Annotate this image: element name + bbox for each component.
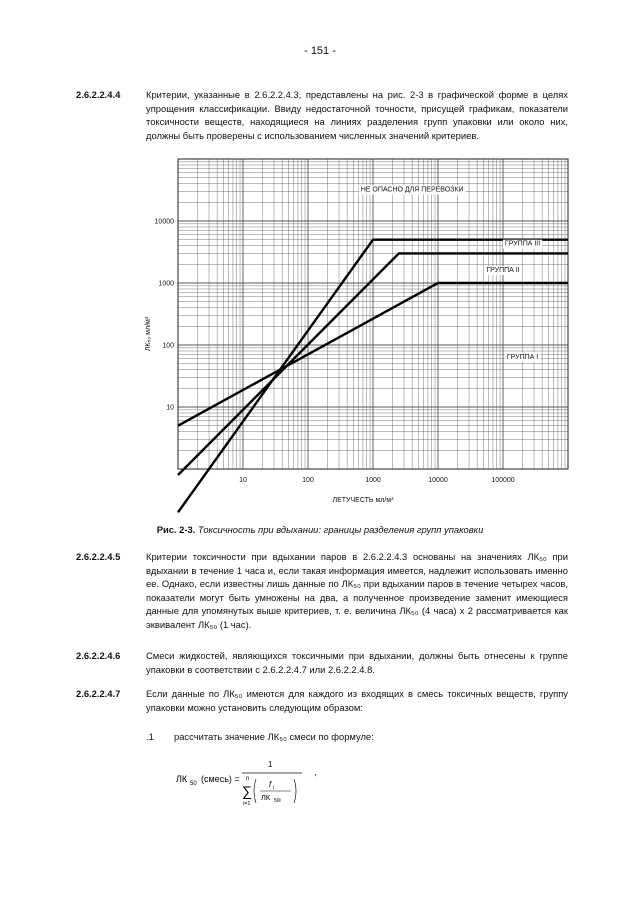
formula-den-sub: 50i (274, 798, 281, 804)
caption-prefix: Рис. 2-3. (156, 524, 196, 535)
formula-den: ЛК (261, 793, 271, 802)
x-tick-label: 1000 (365, 477, 381, 484)
formula-paren-left (254, 779, 256, 803)
paragraph-number: 2.6.2.2.4.7 (76, 688, 121, 699)
formula-sum-top: n (246, 776, 250, 782)
paragraph-text: Смеси жидкостей, являющихся токсичными при вдыхании, должны быть отнесены к группе упаковки в соответствии с 2.6.2.2.4.7 или 2.6.2.2.4.8. (146, 650, 568, 675)
region-label: ГРУППА I (506, 353, 539, 361)
region-label: ГРУППА III (504, 240, 541, 248)
formula-fi-sub: i (273, 785, 275, 791)
x-tick-label: 100 (302, 477, 314, 484)
subitem-number: .1 (146, 731, 154, 742)
page-number: - 151 - (304, 45, 336, 57)
toxicity-chart (140, 155, 580, 535)
formula-sigma: ∑ (242, 783, 252, 799)
formula-paren-right (294, 779, 296, 803)
region-label: ГРУППА II (486, 267, 520, 275)
paragraph-number: 2.6.2.2.4.4 (76, 89, 121, 100)
x-tick-label: 100000 (491, 477, 515, 484)
paragraph-number: 2.6.2.2.4.6 (76, 650, 121, 661)
y-tick-label: 10000 (154, 218, 174, 226)
caption-text: Токсичность при вдыхании: границы разделения групп упаковки (197, 524, 484, 535)
paragraph-2-6-2-2-4-6 (76, 649, 568, 676)
paragraph-text: Критерии, указанные в 2.6.2.2.4.3, представлены на рис. 2-3 в графической форме в целях упрощения классификации. Ввиду недостаточной точности, присущей графикам, показатели токсичности веществ, находящиеся на линиях разделения групп упаковки или около них, должны быть проверены с использованием численных значений критериев. (146, 89, 568, 141)
x-axis-label: ЛЕТУЧЕСТЬ мл/м³ (332, 497, 394, 504)
formula-lhs-sub: 50 (190, 781, 197, 787)
paragraph-2-6-2-2-4-7 (76, 687, 568, 714)
y-tick-label: 1000 (158, 280, 174, 288)
formula-fi: f (269, 780, 272, 789)
formula-sum-bottom: i=1 (243, 801, 251, 807)
formula (176, 753, 356, 810)
paragraph-number: 2.6.2.2.4.5 (76, 551, 121, 562)
subitem-1 (146, 731, 374, 742)
formula-lhs-tail: (смесь) = (201, 774, 240, 784)
chart-svg (140, 155, 580, 535)
region-label: НЕ ОПАСНО ДЛЯ ПЕРЕВОЗКИ (360, 186, 464, 194)
paragraph-text: Если данные по ЛК₅₀ имеются для каждого из входящих в смесь токсичных веществ, группу упаковки можно установить следующим образом: (146, 688, 568, 713)
y-axis-label: ЛК₅₀ мл/м³ (145, 316, 152, 352)
paragraph-2-6-2-2-4-5 (76, 550, 568, 631)
y-tick-label: 10 (166, 404, 174, 412)
x-tick-label: 10 (239, 477, 247, 484)
formula-numerator: 1 (268, 760, 273, 769)
formula-lhs: ЛК (176, 774, 188, 784)
paragraph-text: Критерии токсичности при вдыхании паров в 2.6.2.2.4.3 основаны на значениях ЛК₅₀ при вдыхании в течение 1 часа и, если такая информация имеется, надлежит использовать именно ее. Однако, если известны лишь данные по ЛК₅₀ при вдыхании паров в течение четырех часов, показатели могут быть умножены на два, а полученное произведение заменит имеющиеся данные для упомянутых выше критериев, т. е. величина ЛК₅₀ (4 часа) х 2 рассматривается как эквивалент ЛК₅₀ (1 час). (146, 551, 568, 630)
x-tick-label: 10000 (428, 477, 448, 484)
formula-trail: , (314, 767, 317, 777)
subitem-text: рассчитать значение ЛК₅₀ смеси по формуле: (174, 731, 374, 742)
figure-caption (0, 524, 640, 535)
paragraph-2-6-2-2-4-4 (76, 88, 568, 142)
formula-svg (176, 753, 356, 808)
y-tick-label: 100 (162, 342, 174, 350)
